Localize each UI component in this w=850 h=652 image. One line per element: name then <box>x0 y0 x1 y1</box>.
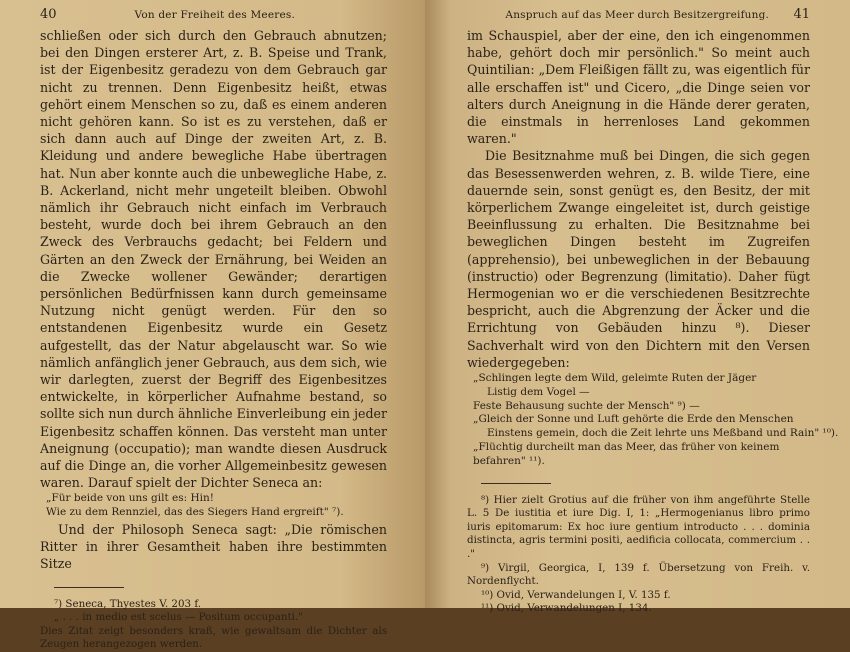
page-number: 41 <box>793 7 810 22</box>
left-page-header <box>40 7 387 23</box>
verse-line: Wie zu dem Rennziel, das des Siegers Hand ergreift" ⁷). <box>46 506 344 519</box>
verse-line: Listig dem Vogel — <box>487 385 590 398</box>
paragraph: Die Besitznahme muß bei Dingen, die sich gegen das Besessenwerden wehren, z. B. wilde Tiere, eine dauernde sein, sonst genügt es, den Besitz, der mit körperlichem Zwange eingeleitet ist, durch geistige Beeinflussung zu erhalten. Die Besitznahme bei beweglichen Dingen besteht im Zugreifen (apprehensio), bei unbeweglichen in der Bebauung (instructio) oder Begrenzung (limitatio). Daher fügt Hermogenian wo er die verschiedenen Besitzrechte bespricht, auch die Abgrenzung der Äcker und die Errichtung von Gebäuden hinzu ⁸). Dieser Sachverhalt wird von den Dichtern mit den Versen wiedergegeben: <box>467 148 810 370</box>
footnote: ⁹) Virgil, Georgica, I, 139 f. Übersetzung von Freih. v. Nordenflycht. <box>467 561 810 588</box>
verse-line: Einstens gemein, doch die Zeit lehrte uns Meßband und Rain" ¹⁰). <box>487 427 839 440</box>
verse-line: „Gleich der Sonne und Luft gehörte die Erde den Menschen <box>473 413 794 426</box>
footnote-rule <box>481 483 551 484</box>
right-page-body <box>467 27 839 469</box>
footnotes <box>40 598 387 652</box>
running-head: Von der Freiheit des Meeres. <box>134 9 296 21</box>
footnote: ⁷) Seneca, Thyestes V. 203 f. <box>54 597 202 610</box>
verse-line: „Flüchtig durcheilt man das Meer, das früher von keinem befahren" ¹¹). <box>473 441 780 467</box>
footnote-rule <box>54 587 124 588</box>
paragraph: Und der Philosoph Seneca sagt: „Die römischen Ritter in ihrer Gesamtheit haben ihre bestimmten Sitze <box>40 522 387 572</box>
page-number: 40 <box>40 7 57 22</box>
verse-line: „Schlingen legte dem Wild, geleimte Ruten der Jäger <box>473 372 757 385</box>
paragraph: schließen oder sich durch den Gebrauch abnutzen; bei den Dingen ersterer Art, z. B. Speise und Trank, ist der Eigenbesitz geradezu von dem Gebrauch gar nicht zu trennen. Denn Eigenbesitz heißt, etwas gehört einem Menschen so zu, daß es einem anderen nicht gehören kann. So ist es zu verstehen, daß er sich dann auch auf Dinge der zweiten Art, z. B. Kleidung und andere bewegliche Habe übertragen hat. Nun aber konnte auch die unbewegliche Habe, z. B. Ackerland, nicht mehr ungeteilt bleiben. Obwohl nämlich ihr Gebrauch nicht einfach im Verbrauch besteht, wurde doch bei ihrem Gebrauch an den Zweck des Verbrauchs gedacht; bei Feldern und Gärten an den Zweck der Ernährung, bei Weiden an die Zwecke wollener Gewänder; derartigen persönlichen Bedürfnissen kann durch gemeinsame Nutzung nicht genügt werden. Für den so entstandenen Eigenbesitz wurde ein Gesetz aufgestellt, das der Natur abgelauscht war. So wie nämlich anfänglich jener Gebrauch, aus dem sich, wie wir darlegten, zuerst der Begriff des Eigenbesitzes entwickelte, in körperlicher Aufnahme bestand, so sollte sich nun durch ähnliche Einverleibung ein jeder Eigenbesitz schaffen können. Das versteht man unter Aneignung (occupatio); man wandte diesen Ausdruck auf die Dinge an, die vorher Allgemeinbesitz gewesen waren. Darauf spielt der Dichter Seneca an: <box>40 28 387 491</box>
verse-line: „Für beide von uns gilt es: Hin! <box>46 492 214 505</box>
left-page <box>0 0 425 651</box>
footnote: ¹⁰) Ovid, Verwandelungen I, V. 135 f. <box>481 588 671 601</box>
left-page-body <box>40 27 387 573</box>
verse-line: Feste Behausung suchte der Mensch" ⁹) — <box>473 399 700 412</box>
verse-quote <box>473 372 839 469</box>
paragraph: im Schauspiel, aber der eine, den ich eingenommen habe, gehört doch mir persönlich." So meint auch Quintilian: „Dem Fleißigen fällt zu, was eigentlich für alle erschaffen ist" und Cicero, „die Dinge seien vor alters durch Aneignung in die Hände derer geraten, die einstmals in herrenloses Land gekommen waren." <box>467 28 810 147</box>
verse-quote <box>46 492 387 520</box>
running-head: Anspruch auf das Meer durch Besitzergreifung. <box>505 9 770 21</box>
footnote: „ . . . in medio est scelus — Positum occupanti." <box>54 611 303 624</box>
right-page-header <box>467 7 810 23</box>
footnote: ⁸) Hier zielt Grotius auf die früher von ihm angeführte Stelle L. 5 De iustitia et iure Dig. I, 1: „Hermogenianus libro primo iuris epitomarum: Ex hoc iure gentium introducto . . . dominia distincta, agris termini positi, aedificia collocata, commercium . . ." <box>467 493 810 561</box>
footnote: Dies Zitat zeigt besonders kraß, wie gewaltsam die Dichter als Zeugen herangezogen werden. <box>40 624 387 651</box>
footnotes <box>467 494 810 616</box>
right-page <box>425 0 850 615</box>
footnote: ¹¹) Ovid, Verwandelungen I, 134. <box>481 602 652 615</box>
